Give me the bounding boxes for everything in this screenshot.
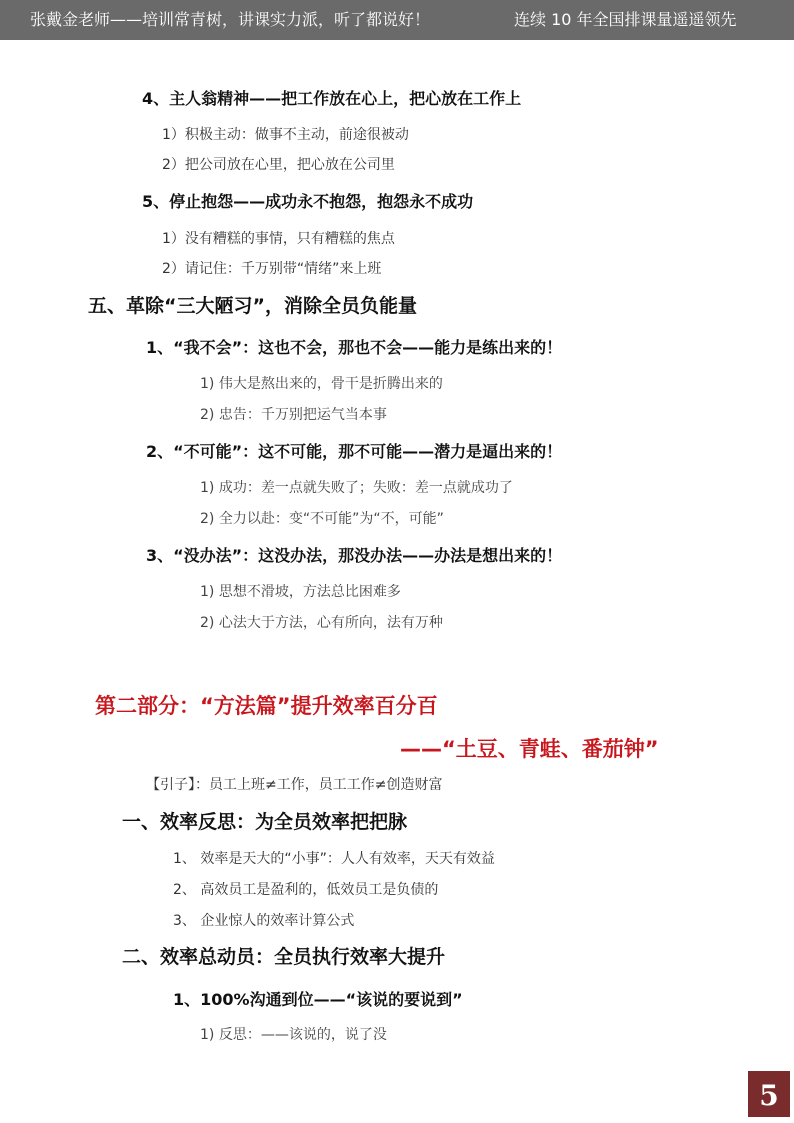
section-4-item-2: 2）把公司放在心里，把心放在公司里 [162,157,395,173]
habit-2-title: 2、“不可能”：这不可能，那不可能——潜力是逼出来的！ [146,442,563,461]
header-left-text: 张戴金老师——培训常青树，讲课实力派，听了都说好！ [30,10,431,29]
efficiency-1-item-1: 1、 效率是天大的“小事”：人人有效率，天天有效益 [173,851,495,867]
efficiency-2-title: 二、效率总动员：全员执行效率大提升 [122,946,446,968]
header-right-text: 连续 10 年全国排课量遥遥领先 [514,10,737,29]
part-2-title: 第二部分：“方法篇”提升效率百分百 [95,694,438,718]
habit-2-item-1: 1) 成功：差一点就失败了；失败：差一点就成功了 [200,480,513,496]
section-4-item-1: 1）积极主动：做事不主动，前途很被动 [162,127,409,143]
habit-1-item-1: 1) 伟大是熬出来的，骨干是折腾出来的 [200,376,443,392]
page-number: 5 [748,1071,790,1117]
section-5-item-1: 1）没有糟糕的事情，只有糟糕的焦点 [162,231,395,247]
section-5-item-2: 2）请记住：千万别带“情绪”来上班 [162,261,382,277]
habit-3-item-2: 2) 心法大于方法，心有所向，法有万种 [200,615,443,631]
habit-3-item-1: 1) 思想不滑坡，方法总比困难多 [200,584,401,600]
header-banner [0,0,794,40]
habit-3-title: 3、“没办法”：这没办法，那没办法——办法是想出来的！ [146,546,563,565]
efficiency-1-item-3: 3、 企业惊人的效率计算公式 [173,913,355,929]
efficiency-2-sub-1-item-1: 1) 反思：——该说的，说了没 [200,1027,387,1043]
efficiency-1-item-2: 2、 高效员工是盈利的，低效员工是负债的 [173,882,439,898]
habit-1-title: 1、“我不会”：这也不会，那也不会——能力是练出来的！ [146,338,563,357]
section-4-title: 4、主人翁精神——把工作放在心上，把心放在工作上 [142,89,522,108]
efficiency-2-sub-1-title: 1、100%沟通到位——“该说的要说到” [173,990,463,1009]
section-5-title: 5、停止抱怨——成功永不抱怨，抱怨永不成功 [142,192,474,211]
part-2-intro: 【引子】：员工上班≠工作，员工工作≠创造财富 [146,777,443,793]
efficiency-1-title: 一、效率反思：为全员效率把把脉 [122,811,408,833]
habit-2-item-2: 2) 全力以赴：变“不可能”为“不，可能” [200,511,444,527]
part-2-subtitle: ——“土豆、青蛙、番茄钟” [400,737,659,761]
habit-1-item-2: 2) 忠告：千万别把运气当本事 [200,407,387,423]
part-5-title: 五、革除“三大陋习”，消除全员负能量 [88,295,417,317]
